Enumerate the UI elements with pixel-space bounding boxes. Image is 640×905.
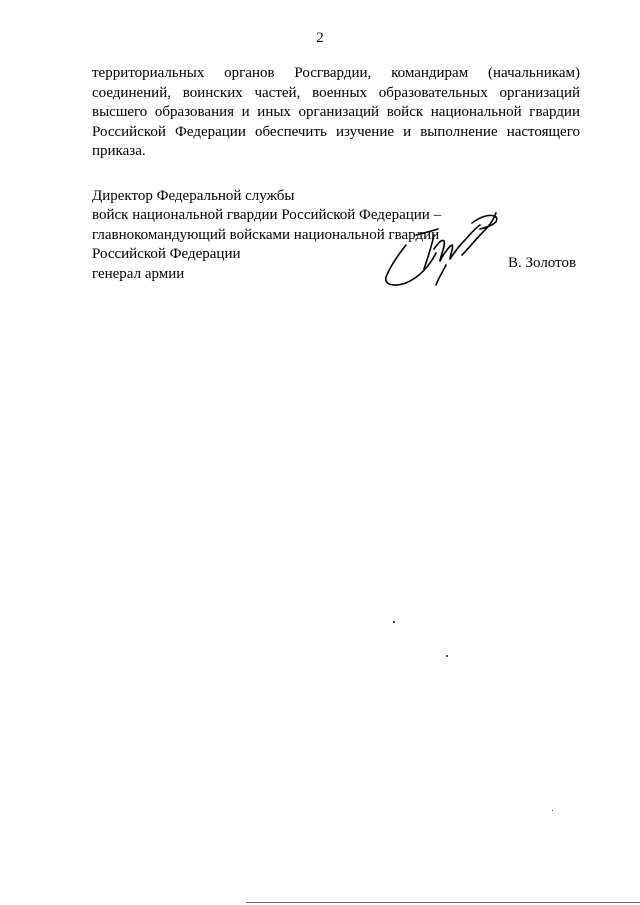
signatory-title-line: генерал армии	[92, 265, 185, 282]
page-number: 2	[316, 30, 324, 46]
signatory-title-line: главнокомандующий войсками национальной гвардии	[92, 226, 440, 243]
signatory-title-line: войск национальной гвардии Российской Федерации –	[92, 207, 442, 224]
signatory-title-line: Директор Федеральной службы	[92, 188, 295, 204]
signer-name: В. Золотов	[508, 255, 577, 271]
scan-speck	[393, 621, 395, 623]
signatory-title-line: Российской Федерации	[92, 246, 241, 263]
scan-speck	[552, 810, 553, 811]
scan-speck	[446, 655, 448, 657]
handwritten-signature	[376, 205, 504, 289]
paragraph-line: высшего образования и иных организаций войск национальной гвардии	[92, 104, 580, 121]
body-paragraph	[92, 64, 580, 162]
paragraph-line: Российской Федерации обеспечить изучение и выполнение настоящего	[92, 123, 580, 140]
paragraph-line: территориальных органов Росгвардии, командирам (начальникам)	[92, 65, 580, 81]
paragraph-line: приказа.	[92, 143, 146, 160]
paragraph-line: соединений, воинских частей, военных образовательных организаций	[92, 84, 580, 101]
page-bottom-edge	[246, 902, 640, 903]
